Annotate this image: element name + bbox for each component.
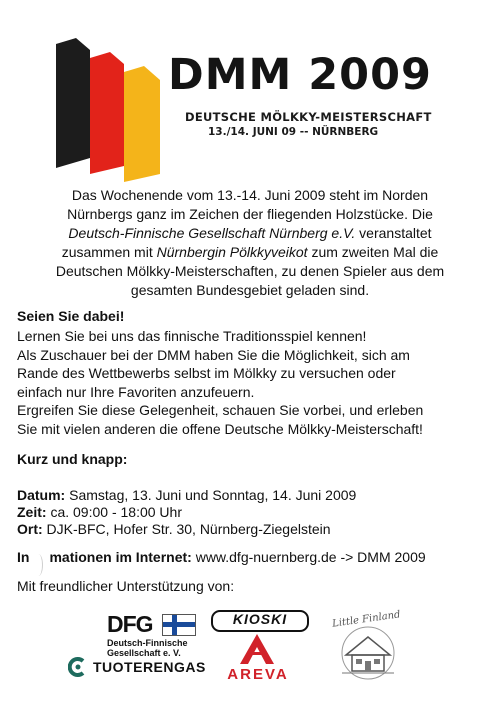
intro-line: zum zweiten Mal die [307, 244, 439, 260]
invite-line: Rande des Wettbewerbs selbst im Mölkky zu versuchen oder [17, 365, 396, 381]
details-heading: Kurz und knapp: [17, 451, 128, 467]
invite-heading: Seien Sie dabei! [17, 308, 125, 324]
german-flag-logo-icon [56, 36, 162, 184]
event-dateline: 13./14. JUNI 09 -- NÜRNBERG [208, 126, 379, 138]
event-subtitle: DEUTSCHE MÖLKKY-MEISTERSCHAFT [185, 110, 432, 124]
little-finland-sponsor-logo [328, 611, 408, 683]
little-finland-script: Little Finland [331, 609, 402, 630]
invite-line: Ergreifen Sie diese Gelegenheit, schauen Sie vorbei, und erleben [17, 402, 424, 418]
intro-line: Deutschen Mölkky-Meisterschaften, zu denen Spieler aus dem [55, 263, 445, 279]
internet-label-start: In [17, 549, 30, 565]
time-value: ca. 09:00 - 18:00 Uhr [46, 504, 182, 520]
date-label: Datum: [17, 487, 66, 503]
dfg-sponsor-logo [104, 611, 196, 659]
page-title: DMM 2009 [168, 50, 432, 100]
internet-label-end: mationen im Internet: [49, 549, 192, 565]
areva-name: AREVA [227, 666, 289, 683]
house-icon [332, 625, 404, 681]
intro-paragraph [14, 186, 486, 300]
intro-line: veranstaltet [355, 225, 432, 241]
website-value: www.dfg-nuernberg.de -> DMM 2009 [191, 549, 426, 565]
areva-sponsor-logo [216, 634, 300, 684]
dfg-name-line: Gesellschaft e. V. [107, 648, 181, 658]
invite-line: Als Zuschauer bei der DMM haben Sie die Möglichkeit, sich am [17, 346, 410, 363]
time-row [17, 504, 182, 520]
invite-paragraph [17, 327, 487, 438]
time-label: Zeit: [17, 504, 47, 520]
place-value: DJK-BFC, Hofer Str. 30, Nürnberg-Ziegelstein [42, 521, 331, 537]
kioski-sponsor-logo [211, 610, 309, 632]
flag-stripe-black [56, 38, 90, 168]
organizer-name: Deutsch-Finnische Gesellschaft Nürnberg e.V. [68, 225, 356, 241]
support-text: Mit freundlicher Unterstützung von: [17, 578, 235, 594]
tuoterengas-sponsor-logo [68, 656, 206, 680]
kioski-name: KIOSKI [232, 611, 288, 627]
place-label: Ort: [17, 521, 43, 537]
intro-line: gesamten Bundesgebiet geladen sind. [130, 282, 370, 298]
invite-line: Sie mit vielen anderen die offene Deutsche Mölkky-Meisterschaft! [17, 420, 423, 437]
internet-row [17, 549, 426, 565]
place-row [17, 521, 331, 537]
intro-line: zusammen mit [61, 244, 157, 260]
intro-line: Das Wochenende vom 13.-14. Juni 2009 steht im Norden [71, 187, 429, 203]
areva-a-icon [240, 634, 274, 664]
finnish-flag-icon [162, 614, 196, 636]
tuoterengas-name: TUOTERENGAS [93, 659, 206, 675]
dfg-name-line: Deutsch-Finnische [107, 638, 188, 648]
invite-line: einfach nur Ihre Favoriten anzufeuern. [17, 383, 255, 400]
date-row [17, 487, 356, 503]
intro-line: Nürnbergs ganz im Zeichen der fliegenden Holzstücke. Die [67, 206, 433, 222]
invite-line: Lernen Sie bei uns das finnische Traditionsspiel kennen! [17, 328, 367, 344]
flag-stripe-gold [124, 66, 160, 182]
partner-name: Nürnbergin Pölkkyveikot [156, 244, 308, 260]
dfg-wordmark: DFG [107, 611, 153, 637]
flag-stripe-red [90, 52, 124, 174]
date-value: Samstag, 13. Juni und Sonntag, 14. Juni 2009 [65, 487, 357, 503]
tuoterengas-logo-icon [68, 657, 88, 677]
